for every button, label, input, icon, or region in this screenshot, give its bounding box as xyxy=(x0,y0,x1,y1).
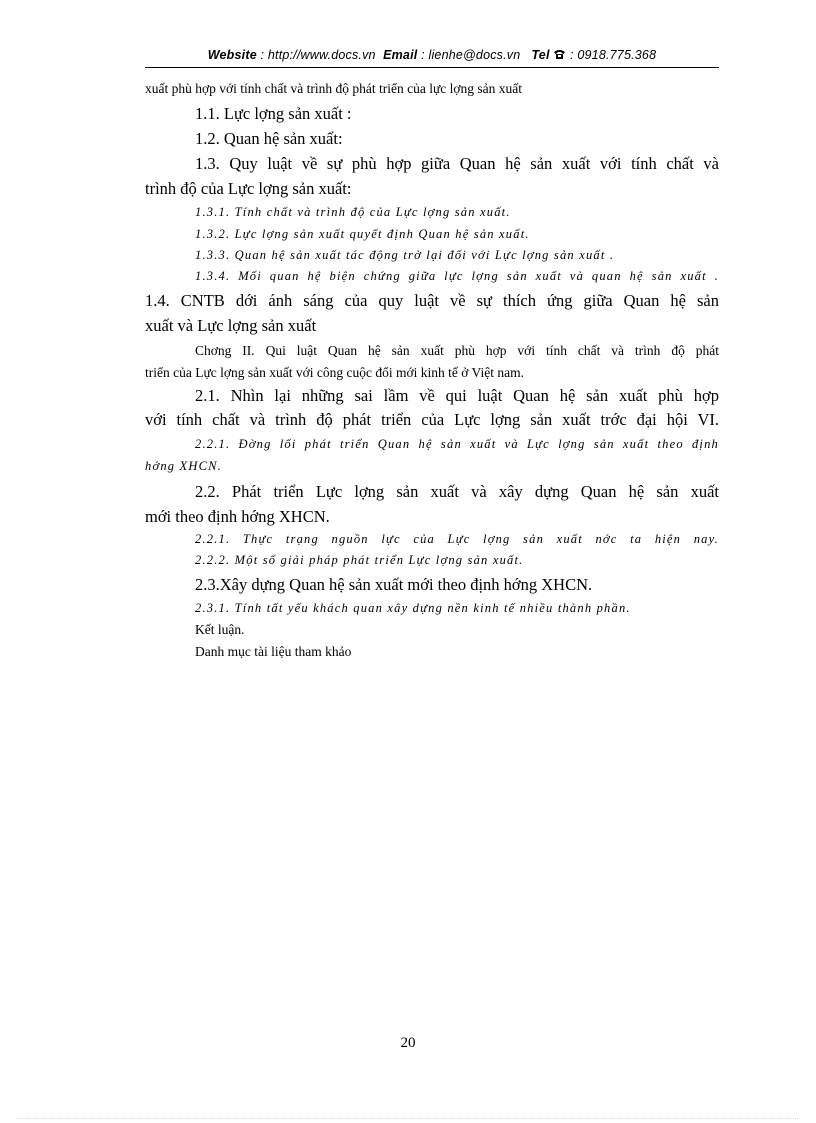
toc-entry-2-2-2: 2.2.2. Một số giải pháp phát triển Lực lợng sản xuất. xyxy=(195,553,524,567)
toc-entry-1-3-4: 1.3.4. Mối quan hệ biện chứng giữa lực lợng sản xuất và quan hệ sản xuất . xyxy=(195,269,719,283)
toc-entry-1-3-cont: trình độ của Lực lợng sản xuất: xyxy=(145,179,352,198)
toc-entry-2-3: 2.3.Xây dựng Quan hệ sản xuất mới theo định hớng XHCN. xyxy=(195,575,593,594)
email-label: Email xyxy=(383,48,418,62)
toc-chapter-2: Chơng II. Qui luật Quan hệ sản xuất phù hợp với tính chất và trình độ phát xyxy=(195,343,719,358)
toc-references: Danh mục tài liệu tham khảo xyxy=(195,644,352,659)
toc-conclusion: Kết luận. xyxy=(195,622,245,637)
toc-entry-2-1-cont: với tính chất và trình độ phát triển của Lực lợng sản xuất trớc đại hội VI. xyxy=(145,410,719,429)
toc-entry-1-2: 1.2. Quan hệ sản xuất: xyxy=(195,129,343,148)
toc-entry-2-1: 2.1. Nhìn lại những sai lầm về qui luật Quan hệ sản xuất phù hợp xyxy=(195,386,719,405)
page-bottom-border xyxy=(18,1118,798,1119)
page-number: 20 xyxy=(400,1035,416,1051)
phone-icon xyxy=(553,49,566,63)
toc-entry-1-3-3: 1.3.3. Quan hệ sản xuất tác động trở lại đối với Lực lợng sản xuất . xyxy=(195,248,615,262)
toc-chapter-2-cont: triển của Lực lợng sản xuất với công cuộc đổi mới kinh tế ở Việt nam. xyxy=(145,365,524,380)
header-divider xyxy=(145,67,719,68)
toc-entry-1-1: 1.1. Lực lợng sản xuất : xyxy=(195,104,352,123)
toc-entry-1-3-2: 1.3.2. Lực lợng sản xuất quyết định Quan hệ sản xuất. xyxy=(195,227,530,241)
toc-entry-1-4-cont: xuất và Lực lợng sản xuất xyxy=(145,316,317,335)
toc-entry-2-2-1a: 2.2.1. Đờng lối phát triển Quan hệ sản xuất và Lực lợng sản xuất theo định xyxy=(195,437,719,451)
page-header xyxy=(145,48,719,63)
toc-entry-1-3: 1.3. Quy luật về sự phù hợp giữa Quan hệ sản xuất với tính chất và xyxy=(195,154,719,173)
toc-line: xuất phù hợp với tính chất và trình độ phát triển của lực lợng sản xuất xyxy=(145,81,523,96)
website-label: Website xyxy=(207,48,257,62)
toc-entry-2-2-1a-cont: hớng XHCN. xyxy=(145,459,223,473)
toc-entry-2-2-1: 2.2.1. Thực trạng nguồn lực của Lực lợng sản xuất nớc ta hiện nay. xyxy=(195,532,719,546)
toc-entry-2-2-cont: mới theo định hớng XHCN. xyxy=(145,507,330,526)
tel-label: Tel xyxy=(531,48,550,62)
toc-entry-1-4: 1.4. CNTB dới ánh sáng của quy luật về sự thích ứng giữa Quan hệ sản xyxy=(145,291,719,310)
toc-entry-1-3-1: 1.3.1. Tính chất và trình độ của Lực lợng sản xuất. xyxy=(195,205,511,219)
tel-value: : 0918.775.368 xyxy=(570,48,657,62)
toc-entry-2-2: 2.2. Phát triển Lực lợng sản xuất và xây dựng Quan hệ sản xuất xyxy=(195,482,719,501)
toc-entry-2-3-1: 2.3.1. Tính tất yếu khách quan xây dựng nền kinh tế nhiều thành phần. xyxy=(195,601,631,615)
email-value: : lienhe@docs.vn xyxy=(421,48,521,62)
website-value: : http://www.docs.vn xyxy=(260,48,376,62)
